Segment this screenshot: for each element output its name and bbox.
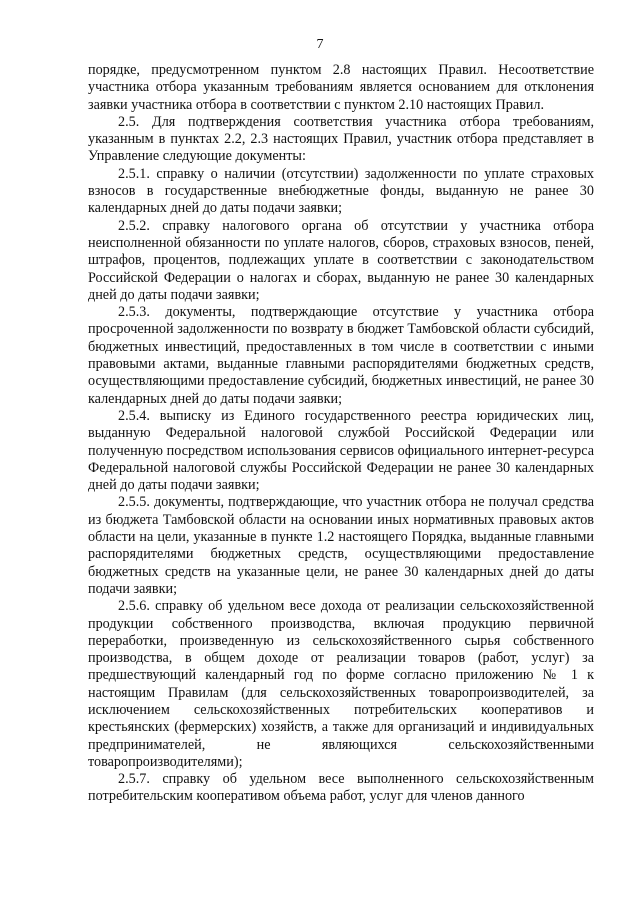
paragraph-2-5-3: 2.5.3. документы, подтверждающие отсутствие у участника отбора просроченной задолженности по возврату в бюджет Тамбовской области субсидий, бюджетных инвестиций, предоставленных в том числе в соответствии с иными правовыми актами, выданные главными распорядителями бюджетных средств, осуществляющими предоставление субсидий, бюджетных инвестиций, не ранее 30 календарных дней до даты подачи заявки; (88, 304, 594, 407)
paragraph-2-5-4: 2.5.4. выписку из Единого государственного реестра юридических лиц, выданную Федеральной налоговой службой Российской Федерации или полученную посредством использования сервисов официального интернет-ресурса Федеральной налоговой службы Российской Федерации не ранее 30 календарных дней до даты подачи заявки; (88, 407, 594, 494)
paragraph-2-5-6: 2.5.6. справку об удельном весе дохода от реализации сельскохозяйственной продукции собственного производства, включая продукцию первичной переработки, произведенную из сельскохозяйственного сырья собственного производства, в общем доходе от реализации товаров (работ, услуг) за предшествующий календарный год по форме согласно приложению № 1 к настоящим Правилам (для сельскохозяйственных товаропроизводителей, за исключением сельскохозяйственных потребительских кооперативов и крестьянских (фермерских) хозяйств, а также для организаций и индивидуальных предпринимателей, не являющихся сельскохозяйственными товаропроизводителями); (88, 598, 594, 770)
body-text (88, 62, 594, 806)
page-number: 7 (316, 37, 324, 52)
paragraph-2-5-5: 2.5.5. документы, подтверждающие, что участник отбора не получал средства из бюджета Тамбовской области на основании иных нормативных правовых актов области на цели, указанные в пункте 1.2 настоящего Порядка, выданные главными распорядителями бюджетных средств, осуществляющими предоставление бюджетных средств на указанные цели, не ранее 30 календарных дней до даты подачи заявки; (88, 494, 594, 597)
paragraph-2-5-7: 2.5.7. справку об удельном весе выполненного сельскохозяйственным потребительским кооперативом объема работ, услуг для членов данного (88, 771, 594, 805)
paragraph-2-5-2: 2.5.2. справку налогового органа об отсутствии у участника отбора неисполненной обязанности по уплате налогов, сборов, страховых взносов, пеней, штрафов, процентов, подлежащих уплате в соответствии с законодательством Российской Федерации о налогах и сборах, выданную не ранее 30 календарных дней до даты подачи заявки; (88, 217, 594, 303)
paragraph-2-5: 2.5. Для подтверждения соответствия участника отбора требованиям, указанным в пунктах 2.2, 2.3 настоящих Правил, участник отбора представляет в Управление следующие документы: (88, 113, 594, 165)
paragraph-2-5-1: 2.5.1. справку о наличии (отсутствии) задолженности по уплате страховых взносов в государственные внебюджетные фонды, выданную не ранее 30 календарных дней до даты подачи заявки; (88, 165, 594, 217)
paragraph-continuation: порядке, предусмотренном пунктом 2.8 настоящих Правил. Несоответствие участника отбора указанным требованиям является основанием для отклонения заявки участника отбора в соответствии с пунктом 2.10 настоящих Правил. (88, 62, 594, 113)
